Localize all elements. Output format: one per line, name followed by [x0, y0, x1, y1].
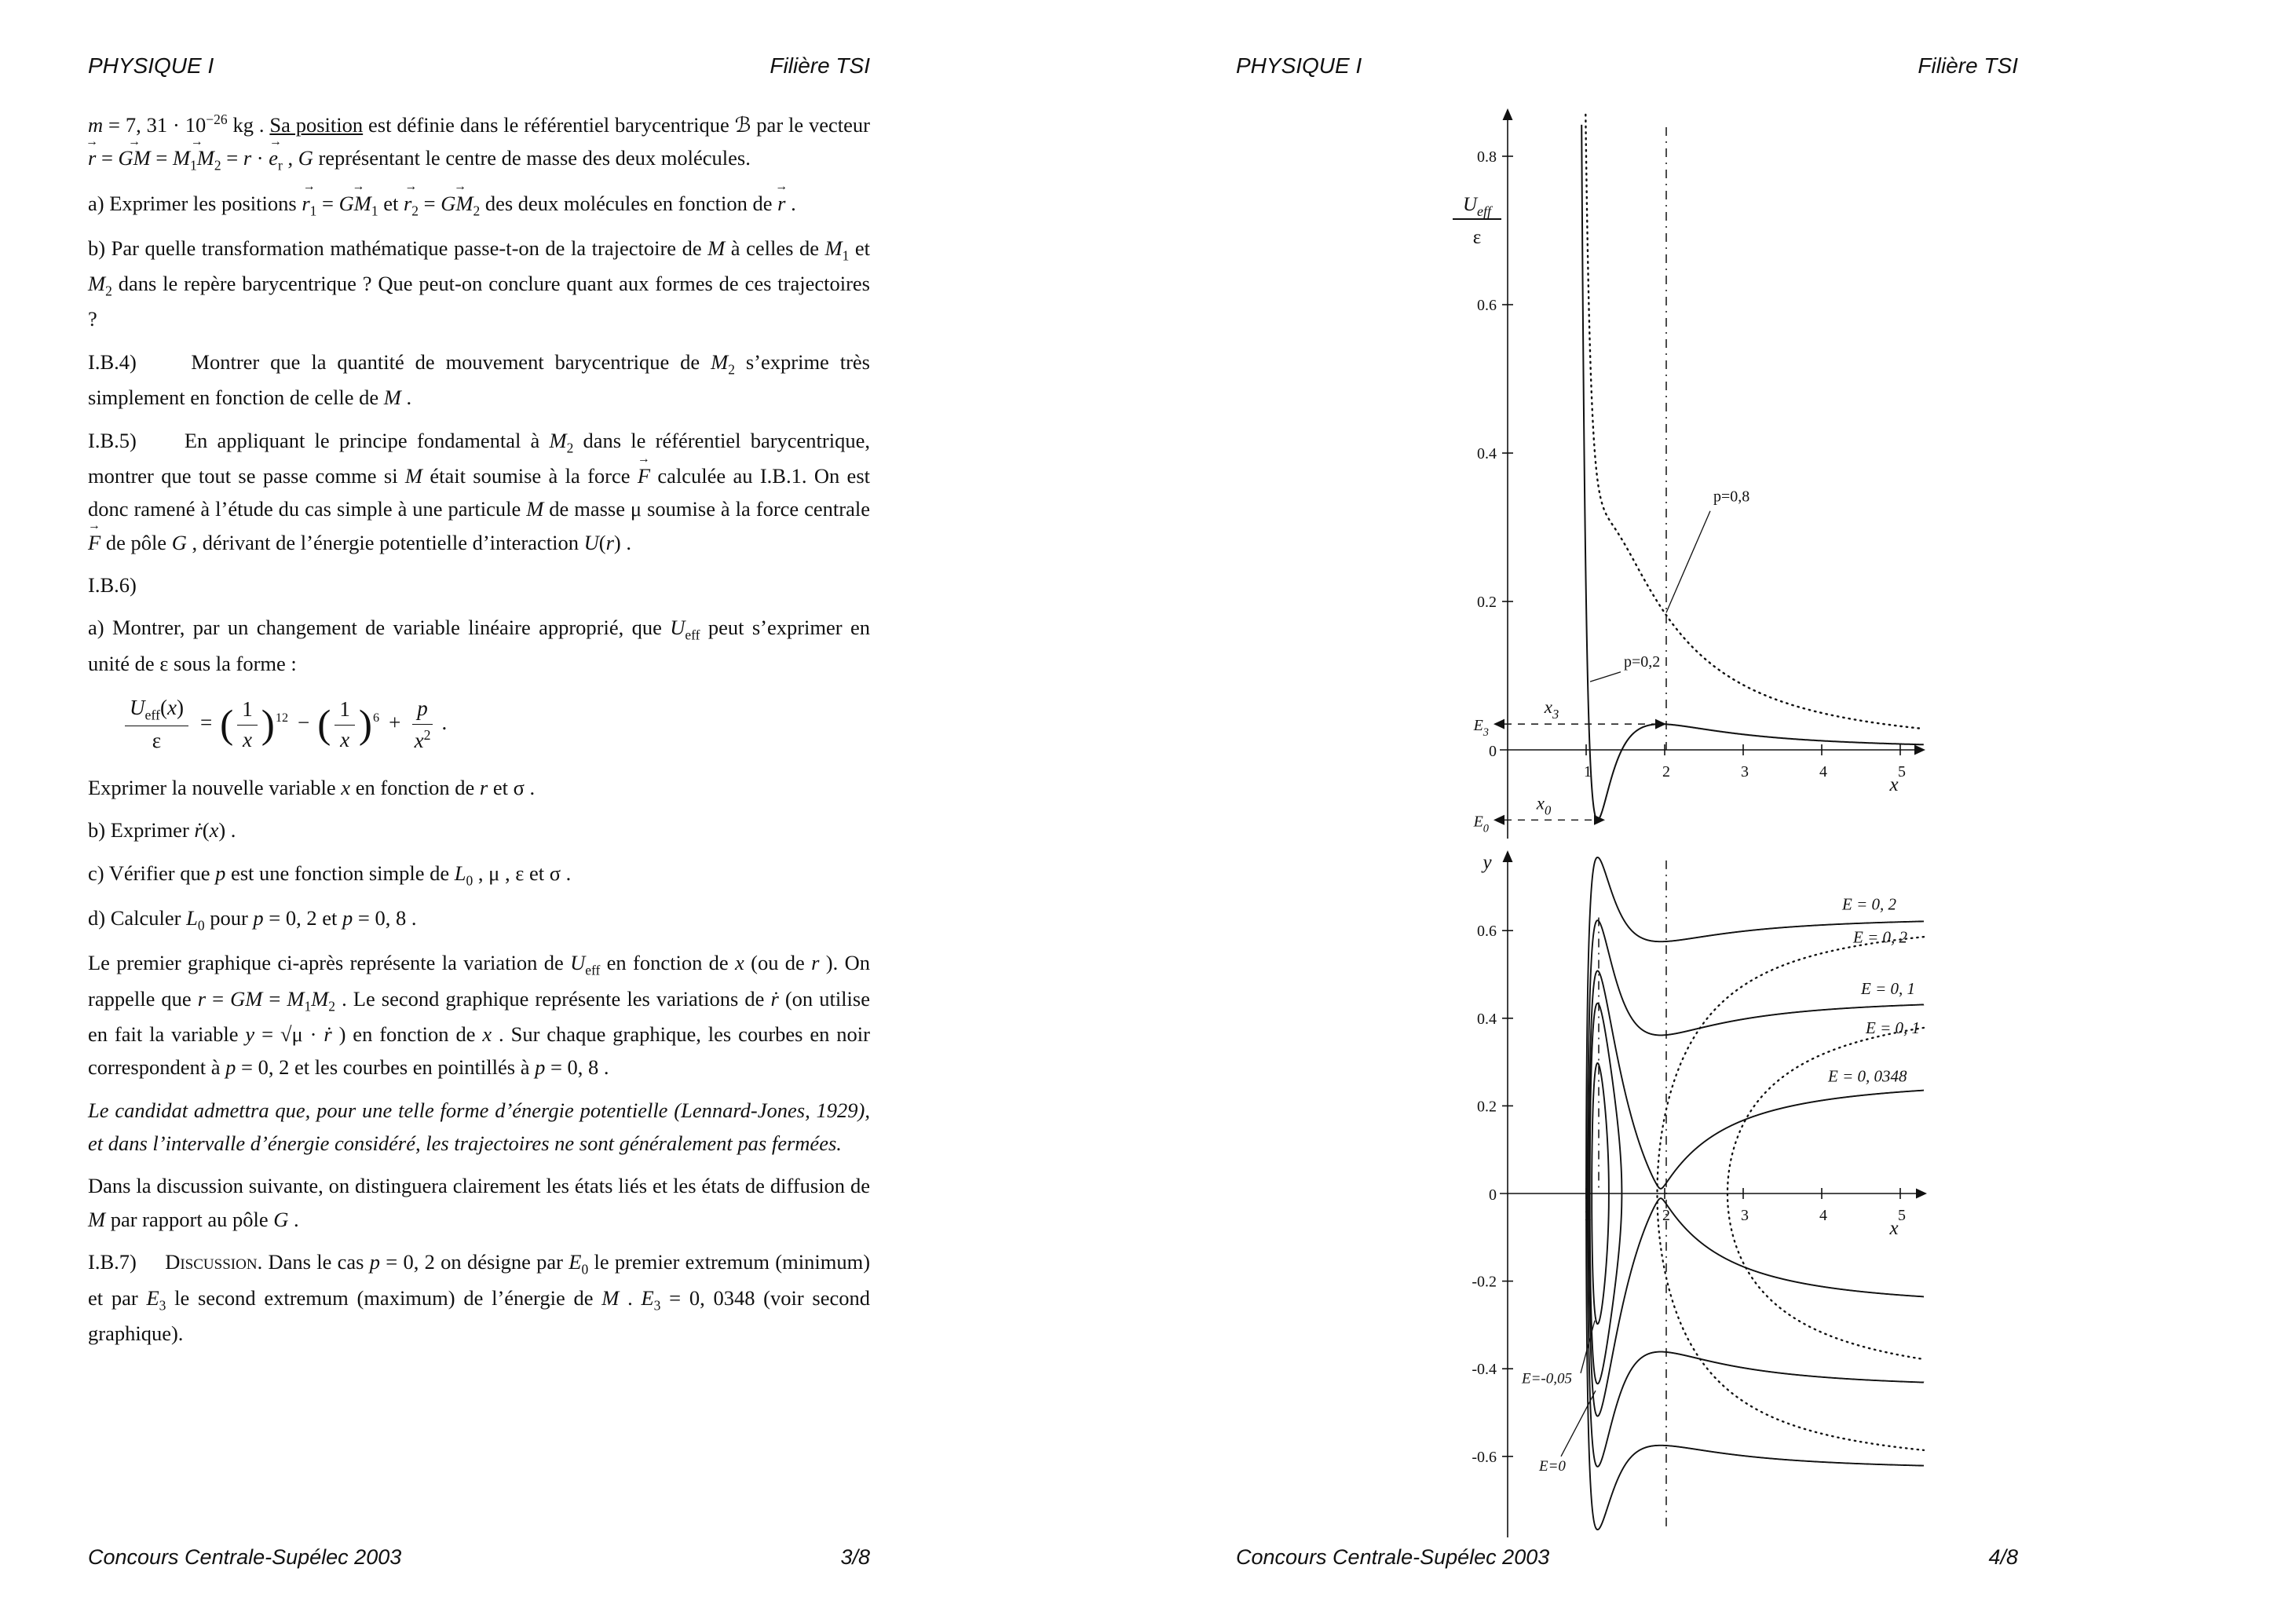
paragraph: I.B.4) Montrer que la quantité de mouvement barycentrique de $M_2$ s’exprime très simplement en fonction de celle de M . — [88, 349, 870, 410]
y-tick-label: 0.8 — [1477, 148, 1497, 166]
page-right — [1148, 0, 2296, 1623]
header-track: Filière TSI — [770, 53, 870, 78]
paragraph: d) Calculer $L_0$ pour p = 0, 2 et p = 0, 8 . — [88, 906, 417, 934]
series-label: p=0,8 — [1713, 488, 1750, 506]
label-leader-line — [1561, 1391, 1596, 1457]
phase-chart — [1472, 850, 1927, 1537]
paragraph: a) Exprimer les positions → $r_1$ = → $GM_1$ et → $r_2$ = → $GM_2$ des deux molécules en fonction de → r . — [88, 187, 870, 222]
paragraph: I.B.7) Discussion. Dans le cas p = 0, 2 on désigne par $E_0$ le premier extremum (minimum) et par $E_3$ le second extremum (maximum) de l’énergie de M . $E_3 = 0$, 0348 (voir second graphique). — [88, 1250, 871, 1345]
curve-label: E=0 — [1539, 1457, 1566, 1475]
header-track: Filière TSI — [1918, 53, 2018, 78]
y-tick-label: 0.6 — [1477, 923, 1497, 941]
x-tick-label: 2 — [1662, 763, 1670, 780]
footer-exam-title: Concours Centrale-Supélec 2003 — [1236, 1545, 1550, 1569]
paragraph: Exprimer la nouvelle variable x en fonction de r et σ . — [88, 776, 536, 800]
x-tick-label: 4 — [1819, 763, 1827, 780]
y-tick-label: -0.6 — [1472, 1448, 1497, 1466]
origin-label: 0 — [1489, 1186, 1497, 1204]
curve-label: E=-0,05 — [1522, 1370, 1573, 1387]
curve-label: E = 0, 2 — [1853, 927, 1907, 947]
x-tick-label: 2 — [1662, 1207, 1670, 1224]
curve-label: E = 0, 1 — [1866, 1018, 1920, 1038]
y-axis-label-denominator: ε — [1472, 227, 1482, 248]
x-tick-label: 4 — [1819, 1207, 1827, 1224]
y-tick-label: -0.4 — [1472, 1361, 1497, 1379]
page-footer-right — [1236, 1545, 2018, 1570]
x-axis-label: x — [1889, 774, 1899, 795]
E3-label: $E_3$ — [1473, 717, 1489, 740]
y-tick-label: 0.4 — [1477, 445, 1497, 462]
paragraph: m = 7, $31 \cdot 10^{-26}$ kg . Sa position est définie dans le référentiel barycentrique ℬ par le vecteur → r = → GM = → $M_1M_2 = r$ · → $e_r$ , G représentant le centre de masse des deux molécules. — [88, 108, 870, 177]
y-tick-label: 0.2 — [1477, 594, 1497, 611]
x-tick-label: 3 — [1741, 763, 1749, 780]
label-leader-line — [1590, 672, 1621, 682]
header-course-title: PHYSIQUE I — [88, 53, 214, 78]
header-course-title: PHYSIQUE I — [1236, 53, 1362, 78]
paragraph: I.B.5) En appliquant le principe fondamental à $M_2$ dans le référentiel barycentrique, montrer que tout se passe comme si M était soumise à la force → F calculée au I.B.1. On est donc ramené à l’étude du cas simple à une particule M de masse μ soumise à la force centrale → F de pôle G , dérivant de l’énergie potentielle d’interaction U(r) . — [88, 424, 870, 559]
page-header-right — [1236, 53, 2018, 79]
x-tick-label: 5 — [1898, 763, 1906, 780]
x-tick-label: 1 — [1584, 763, 1592, 780]
paragraph: I.B.6) — [88, 572, 137, 597]
ueff-chart — [1453, 108, 1925, 839]
ueff-curve-p=0,2 — [1581, 125, 1924, 820]
paragraph: $\frac{U_{eff}(x)}{\varepsilon}$ = ( $\frac{1}{x}$ )$^{12}$ − ( $\frac{1}{x}$ )$^6$ + $\frac{p}{x^2}$ . — [121, 693, 870, 757]
x3-label: $x_3$ — [1544, 697, 1559, 722]
y-tick-label: 0.2 — [1477, 1098, 1497, 1116]
E0-label: $E_0$ — [1473, 813, 1489, 835]
x-tick-label: 5 — [1898, 1207, 1906, 1224]
paragraph: Dans la discussion suivante, on distinguera clairement les états liés et les états de diffusion de M par rapport au pôle G . — [88, 1174, 870, 1231]
paragraph: b) Par quelle transformation mathématique passe-t-on de la trajectoire de M à celles de $M_1$ et $M_2$ dans le repère barycentrique ? Que peut-on conclure quant aux formes de ces trajectoires ? — [88, 236, 870, 331]
footer-page-number: 4/8 — [1988, 1545, 2018, 1569]
curve-label: E = 0, 1 — [1861, 978, 1915, 998]
y-tick-label: 0.4 — [1477, 1010, 1497, 1028]
x-axis-label: x — [1889, 1218, 1899, 1239]
y-tick-label: -0.2 — [1472, 1273, 1497, 1291]
x0-label: $x_0$ — [1536, 793, 1552, 818]
footer-page-number: 3/8 — [840, 1545, 870, 1569]
curve-label: E = 0, 0348 — [1828, 1066, 1907, 1086]
x-tick-label: 1 — [1584, 1207, 1592, 1224]
label-leader-line — [1666, 511, 1710, 613]
series-label: p=0,2 — [1624, 653, 1661, 671]
page-footer-left — [88, 1545, 870, 1570]
charts-canvas — [1148, 0, 2296, 1623]
paragraph: b) Exprimer ṙ(x) . — [88, 818, 236, 843]
y-axis-label: y — [1483, 852, 1492, 873]
paragraph: Le candidat admettra que, pour une telle forme d’énergie potentielle (Lennard-Jones, 1929), et dans l’intervalle d’énergie considéré, les trajectoires ne sont généralement pas fermées. — [88, 1098, 870, 1156]
paragraph: Le premier graphique ci-après représente la variation de $U_{eff}$ en fonction de x (ou de r ). On rappelle que r = GM = $M_1M_2$ . Le second graphique représente les variations de ṙ (on utilise en fait la variable y = √μ · ṙ ) en fonction de x . Sur chaque graphique, les courbes en noir correspondent à p = 0, 2 et les courbes en pointillés à p = 0, 8 . — [88, 951, 870, 1080]
footer-exam-title: Concours Centrale-Supélec 2003 — [88, 1545, 402, 1569]
page-header-left — [88, 53, 870, 79]
y-tick-label: 0.6 — [1477, 297, 1497, 314]
paragraph: a) Montrer, par un changement de variable linéaire approprié, que $U_{eff}$ peut s’exprimer en unité de ε sous la forme : — [88, 616, 870, 675]
x-tick-label: 3 — [1741, 1207, 1749, 1224]
curve-label: E = 0, 2 — [1842, 894, 1896, 914]
origin-label: 0 — [1489, 743, 1497, 760]
y-axis-label-numerator: $U_{eff}$ — [1462, 194, 1492, 219]
body-text-column — [88, 108, 870, 1359]
ueff-curve-p=0,8 — [1585, 115, 1924, 729]
paragraph: c) Vérifier que p est une fonction simple de $L_0$ , μ , ε et σ . — [88, 861, 572, 889]
